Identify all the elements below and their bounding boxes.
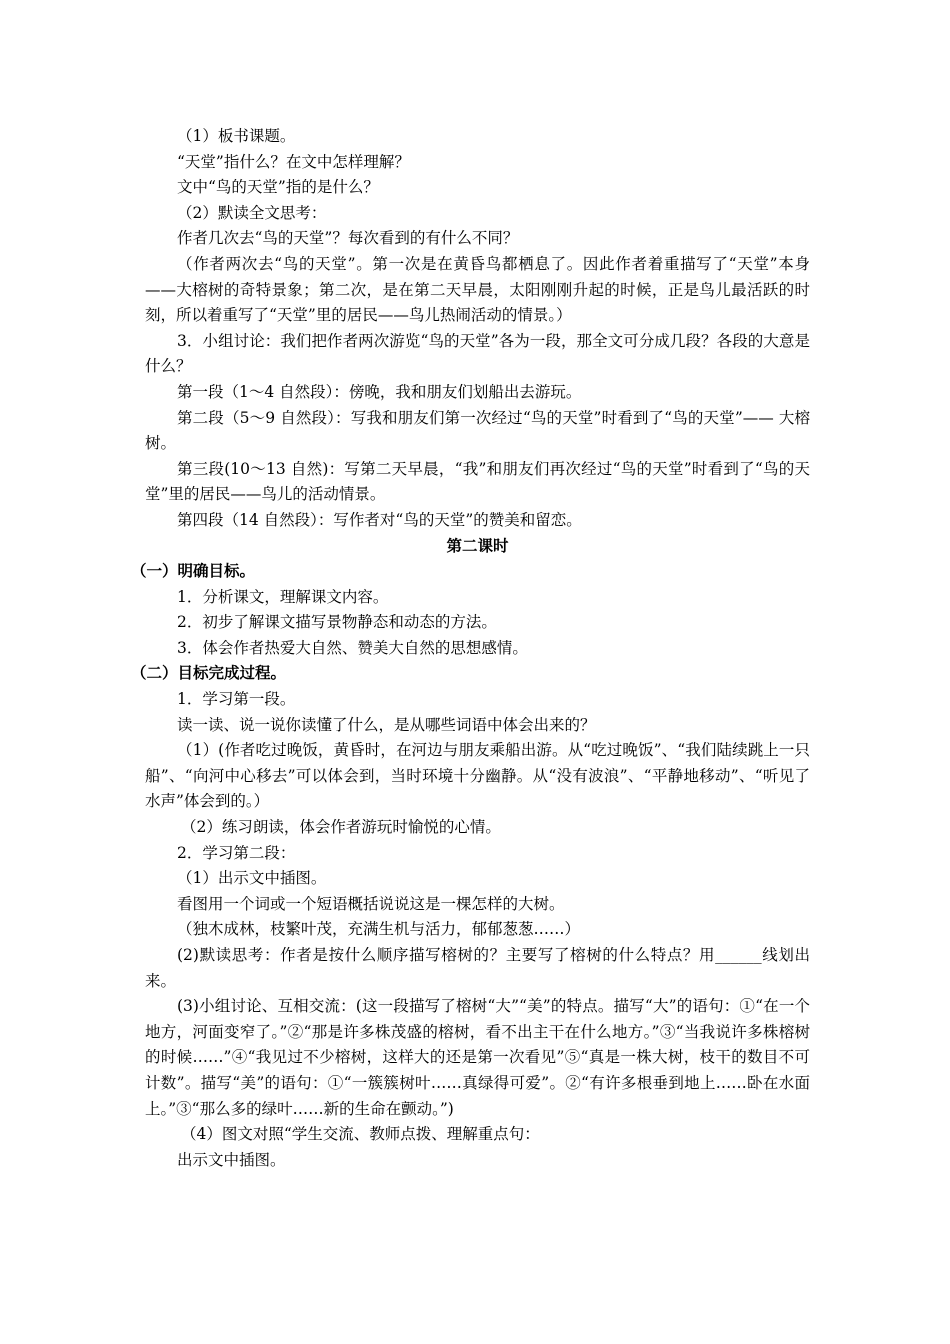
- paragraph: （1）(作者吃过晚饭，黄昏时，在河边与朋友乘船出游。从“吃过晚饭”、“我们陆续跳上一只船”、“向河中心移去”可以体会到，当时环境十分幽静。从“没有波浪”、“平静地移动”、“听见了水声”体会到的。）: [145, 741, 810, 811]
- paragraph: （独木成林，枝繁叶茂，充满生机与活力，郁郁葱葱……）: [177, 920, 581, 939]
- goal-item: 3．体会作者热爱大自然、赞美大自然的思想感情。: [177, 638, 528, 657]
- lesson-heading: 第二课时: [446, 536, 509, 555]
- document-body: [131, 124, 810, 1173]
- paragraph: (2)默读思考：作者是按什么顺序描写榕树的？主要写了榕树的什么特点？用______线划出来。: [145, 946, 810, 990]
- paragraph: 出示文中插图。: [177, 1150, 286, 1169]
- paragraph: （2）默读全文思考：: [177, 203, 327, 222]
- paragraph: (3)小组讨论、互相交流：(这一段描写了榕树“大”“美”的特点。描写“大”的语句：①“在一个地方，河面变窄了。”②“那是许多株茂盛的榕树，看不出主干在什么地方。”③“当我说许多株榕树的时候……”④“我见过不少榕树，这样大的还是第一次看见”⑤“真是一株大树，枝干的数目不可计数”。描写“美”的语句：①“一簇簇树叶……真绿得可爱”。②“有许多根垂到地上……卧在水面上。”③“那么多的绿叶……新的生命在颤动。”): [145, 997, 810, 1118]
- paragraph: 第二段（5～9 自然段）：写我和朋友们第一次经过“鸟的天堂”时看到了“鸟的天堂”—— 大榕树。: [145, 408, 810, 453]
- paragraph: 第三段(10～13 自然)：写第二天早晨，“我”和朋友们再次经过“鸟的天堂”时看到了“鸟的天堂”里的居民——鸟儿的活动情景。: [145, 459, 810, 504]
- paragraph: 作者几次去“鸟的天堂”？每次看到的有什么不同？: [177, 229, 519, 248]
- paragraph: （作者两次去“鸟的天堂”。第一次是在黄昏鸟都栖息了。因此作者着重描写了“天堂”本身——大榕树的奇特景象；第二次，是在第二天早晨，太阳刚刚升起的时候，正是鸟儿最活跃的时刻，所以着重写了“天堂”里的居民——鸟儿热闹活动的情景。）: [145, 254, 810, 325]
- section-title: （二）目标完成过程。: [131, 664, 287, 683]
- paragraph: 看图用一个词或一个短语概括说说这是一棵怎样的大树。: [177, 894, 565, 913]
- paragraph: 3．小组讨论：我们把作者两次游览“鸟的天堂”各为一段，那全文可分成几段？各段的大意是什么？: [145, 331, 810, 376]
- section-title: （一）明确目标。: [131, 562, 256, 581]
- paragraph: 1．学习第一段。: [177, 690, 296, 709]
- paragraph: （2）练习朗读，体会作者游玩时愉悦的心情。: [181, 818, 501, 837]
- paragraph: 第四段（14 自然段）：写作者对“鸟的天堂”的赞美和留恋。: [177, 510, 582, 529]
- paragraph: 文中“鸟的天堂”指的是什么？: [177, 178, 379, 197]
- paragraph: “天堂”指什么？在文中怎样理解？: [177, 152, 410, 171]
- goal-item: 1．分析课文，理解课文内容。: [177, 587, 389, 606]
- paragraph: （1）出示文中插图。: [177, 869, 327, 888]
- paragraph: （1）板书课题。: [177, 127, 296, 145]
- paragraph: （4）图文对照“学生交流、教师点拨、理解重点句：: [181, 1125, 540, 1144]
- paragraph: 第一段（1～4 自然段）：傍晚，我和朋友们划船出去游玩。: [177, 382, 582, 401]
- paragraph: 读一读、说一说你读懂了什么，是从哪些词语中体会出来的？: [177, 715, 596, 734]
- goal-item: 2．初步了解课文描写景物静态和动态的方法。: [177, 613, 497, 632]
- paragraph: 2．学习第二段：: [177, 843, 296, 862]
